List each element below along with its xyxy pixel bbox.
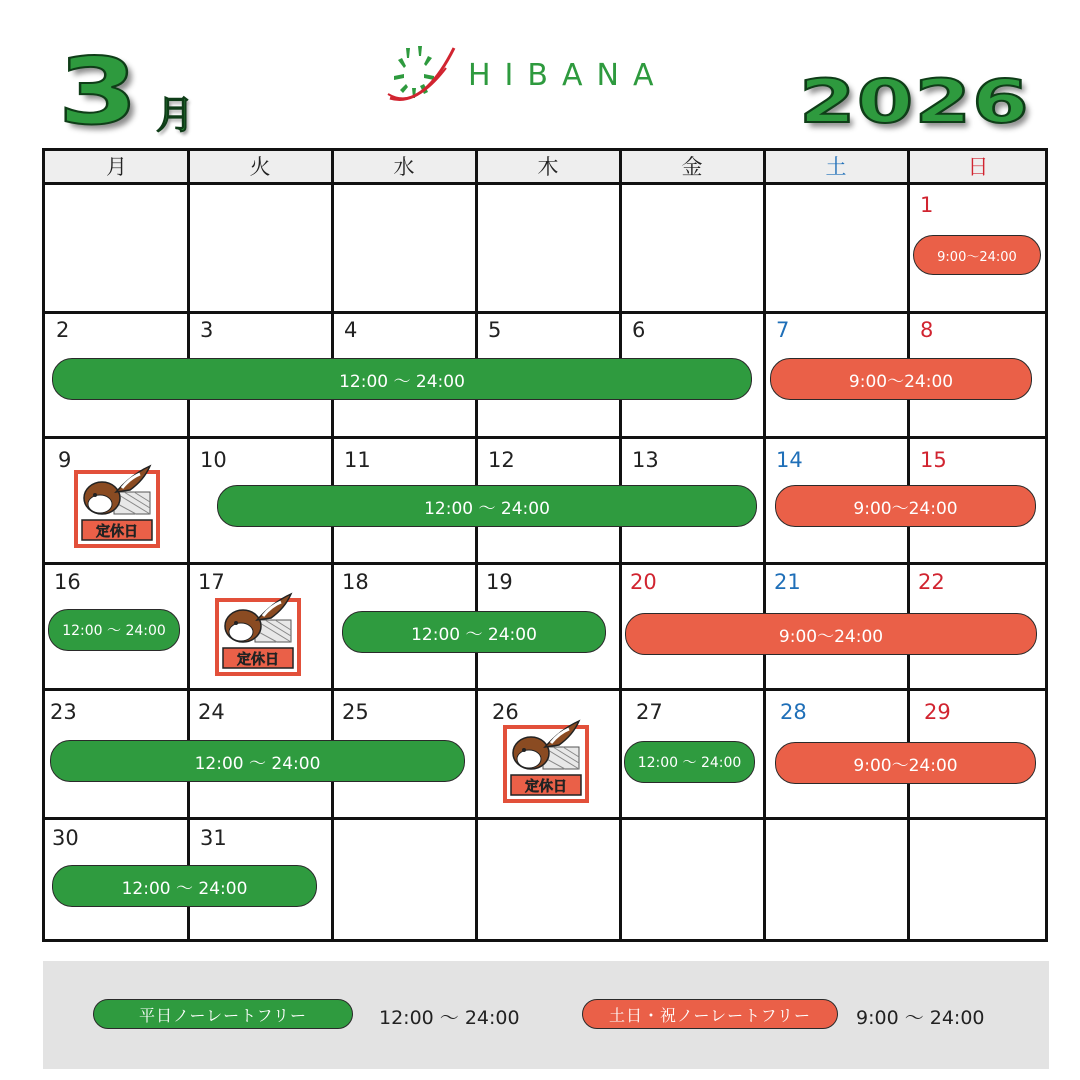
day-number: 20 (630, 570, 657, 594)
closed-day-badge (74, 462, 162, 548)
day-number: 24 (198, 700, 225, 724)
hibana-logo (384, 38, 704, 110)
month-number: 3 (58, 38, 136, 145)
day-number: 26 (492, 700, 519, 724)
year: 2026 (799, 67, 1030, 137)
spark-logo-icon (384, 38, 464, 110)
weekday-fri: 金 (681, 155, 703, 179)
legend-weekday-pill: 平日ノーレートフリー (93, 999, 353, 1029)
day-number: 15 (920, 448, 947, 472)
schedule-bar-weekday: 12:00 ～ 24:00 (624, 741, 755, 783)
schedule-bar-holiday: 9:00～24:00 (913, 235, 1041, 275)
day-number: 16 (54, 570, 81, 594)
closed-day-label: 定休日 (525, 779, 567, 795)
legend-holiday-time: 9:00 ～ 24:00 (856, 1007, 985, 1029)
day-number: 27 (636, 700, 663, 724)
schedule-bar-weekday: 12:00 ～ 24:00 (217, 485, 757, 527)
day-number: 23 (50, 700, 77, 724)
day-number: 13 (632, 448, 659, 472)
day-number: 22 (918, 570, 945, 594)
day-number: 3 (200, 318, 214, 342)
weekday-sat: 土 (825, 155, 847, 179)
day-number: 5 (488, 318, 502, 342)
legend (43, 961, 1049, 1069)
grid-line (45, 436, 1045, 439)
day-number: 21 (774, 570, 801, 594)
weekday-sun: 日 (967, 155, 989, 179)
day-number: 9 (58, 448, 72, 472)
day-number: 28 (780, 700, 807, 724)
day-number: 31 (200, 826, 227, 850)
day-number: 7 (776, 318, 790, 342)
schedule-bar-holiday: 9:00～24:00 (775, 742, 1036, 784)
schedule-bar-weekday: 12:00 ～ 24:00 (342, 611, 606, 653)
schedule-bar-weekday: 12:00 ～ 24:00 (52, 358, 752, 400)
schedule-bar-weekday: 12:00 ～ 24:00 (50, 740, 465, 782)
weekday-thu: 木 (537, 155, 559, 179)
grid-line (187, 151, 190, 939)
grid-line (475, 151, 478, 939)
legend-holiday-pill: 土日・祝ノーレートフリー (582, 999, 838, 1029)
grid-line (45, 562, 1045, 565)
weekday-mon: 月 (106, 155, 127, 179)
day-number: 29 (924, 700, 951, 724)
closed-day-badge (215, 590, 303, 676)
month-label: 月 (156, 93, 195, 137)
day-number: 2 (56, 318, 70, 342)
day-number: 25 (342, 700, 369, 724)
day-number: 30 (52, 826, 79, 850)
schedule-bar-holiday: 9:00～24:00 (625, 613, 1037, 655)
day-number: 12 (488, 448, 515, 472)
legend-weekday-time: 12:00 ～ 24:00 (379, 1007, 520, 1029)
day-number: 17 (198, 570, 225, 594)
grid-line (619, 151, 622, 939)
weekday-header-row (45, 151, 1045, 185)
grid-line (907, 151, 910, 939)
day-number: 4 (344, 318, 358, 342)
schedule-bar-weekday: 12:00 ～ 24:00 (48, 609, 180, 651)
closed-day-label: 定休日 (237, 652, 279, 668)
day-number: 10 (200, 448, 227, 472)
weekday-tue: 火 (249, 155, 271, 179)
day-number: 1 (920, 193, 934, 217)
weekday-wed: 水 (393, 155, 415, 179)
day-number: 14 (776, 448, 803, 472)
schedule-bar-holiday: 9:00～24:00 (775, 485, 1036, 527)
grid-line (331, 151, 334, 939)
day-number: 19 (486, 570, 513, 594)
closed-day-label: 定休日 (96, 524, 138, 540)
day-number: 18 (342, 570, 369, 594)
schedule-bar-holiday: 9:00～24:00 (770, 358, 1032, 400)
grid-line (45, 311, 1045, 314)
logo-text: HIBANA (468, 58, 668, 93)
day-number: 8 (920, 318, 934, 342)
calendar-grid (42, 148, 1048, 942)
schedule-bar-weekday: 12:00 ～ 24:00 (52, 865, 317, 907)
grid-line (763, 151, 766, 939)
day-number: 6 (632, 318, 646, 342)
closed-day-badge (503, 717, 591, 803)
grid-line (45, 817, 1045, 820)
grid-line (45, 688, 1045, 691)
day-number: 11 (344, 448, 371, 472)
